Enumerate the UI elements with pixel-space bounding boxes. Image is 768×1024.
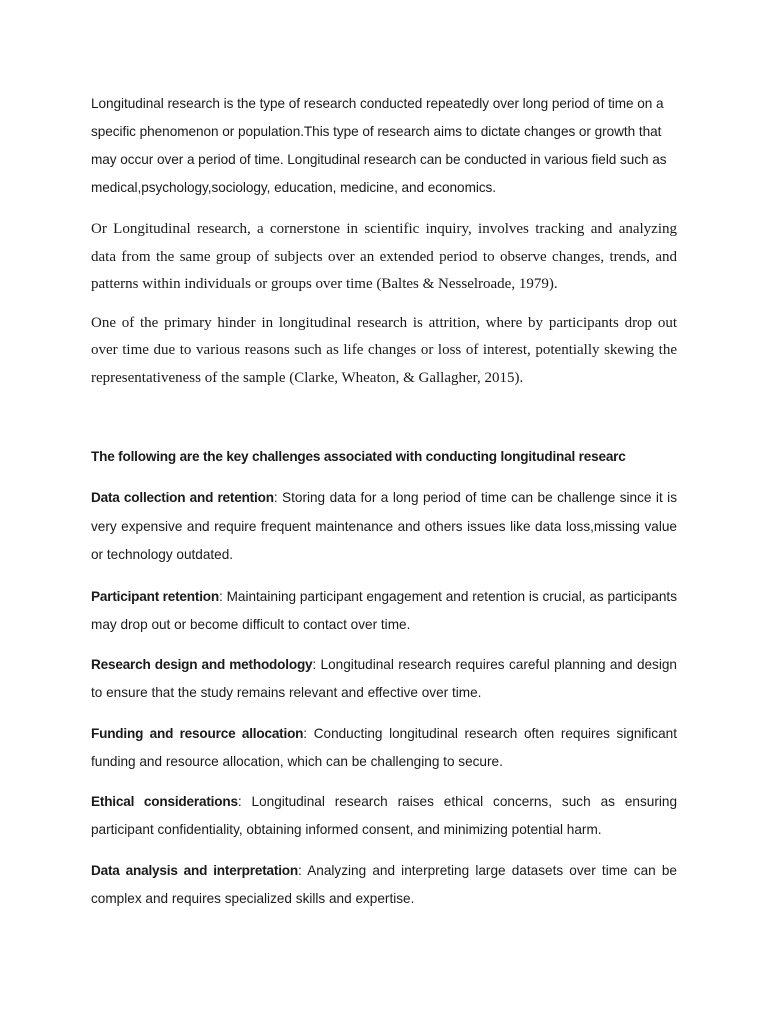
challenge-text: : Longitudinal research requires careful planning and design to ensure that the study remains relevant and effective over time.: [91, 656, 677, 700]
definition-paragraph: Or Longitudinal research, a cornerstone in scientific inquiry, involves tracking and analyzing data from the same group of subjects over an extended period to observe changes, trends, and patterns within individuals or groups over time (Baltes & Nesselroade, 1979).: [91, 221, 677, 292]
challenge-term: Data analysis and interpretation: [91, 862, 299, 878]
intro-paragraph: Longitudinal research is the type of research conducted repeatedly over long period of time on a specific phenomenon or population.This type of research aims to dictate changes or growth that may occur over a period of time. Longitudinal research can be conducted in various field such as medical,psychology,sociology, education, medicine, and economics.: [91, 96, 667, 195]
challenge-term: Research design and methodology: [91, 656, 313, 672]
challenge-item-data-collection: [91, 484, 677, 570]
challenge-text: : Longitudinal research raises ethical concerns, such as ensuring participant confidentiality, obtaining informed consent, and minimizing potential harm.: [91, 793, 678, 837]
challenge-text: : Conducting longitudinal research often requires significant funding and resource allocation, which can be challenging to secure.: [91, 725, 677, 769]
challenge-term: Funding and resource allocation: [91, 725, 304, 741]
challenge-term: Data collection and retention: [91, 490, 274, 505]
challenge-text: : Storing data for a long period of time can be challenge since it is very expensive and require frequent maintenance and others issues like data loss,missing value or technology outdated.: [91, 490, 678, 562]
attrition-paragraph: One of the primary hinder in longitudinal research is attrition, where by participants drop out over time due to various reasons such as life changes or loss of interest, potentially skewing the representativeness of the sample (Clarke, Wheaton, & Gallagher, 2015).: [91, 314, 677, 386]
challenge-item-research-design: [91, 651, 677, 708]
challenge-item-ethical: [91, 788, 677, 845]
document-page: [91, 90, 677, 914]
challenges-heading: The following are the key challenges associated with conducting longitudinal researc: [91, 449, 626, 464]
challenge-term: Participant retention: [91, 588, 219, 604]
challenge-term: Ethical considerations: [91, 793, 238, 809]
challenge-item-participant-retention: [91, 583, 677, 640]
challenge-text: : Maintaining participant engagement and retention is crucial, as participants may drop out or become difficult to contact over time.: [91, 588, 678, 632]
challenge-item-funding: [91, 720, 677, 777]
challenge-item-data-analysis: [91, 857, 677, 914]
challenge-text: : Analyzing and interpreting large datasets over time can be complex and requires specialized skills and expertise.: [91, 862, 677, 906]
